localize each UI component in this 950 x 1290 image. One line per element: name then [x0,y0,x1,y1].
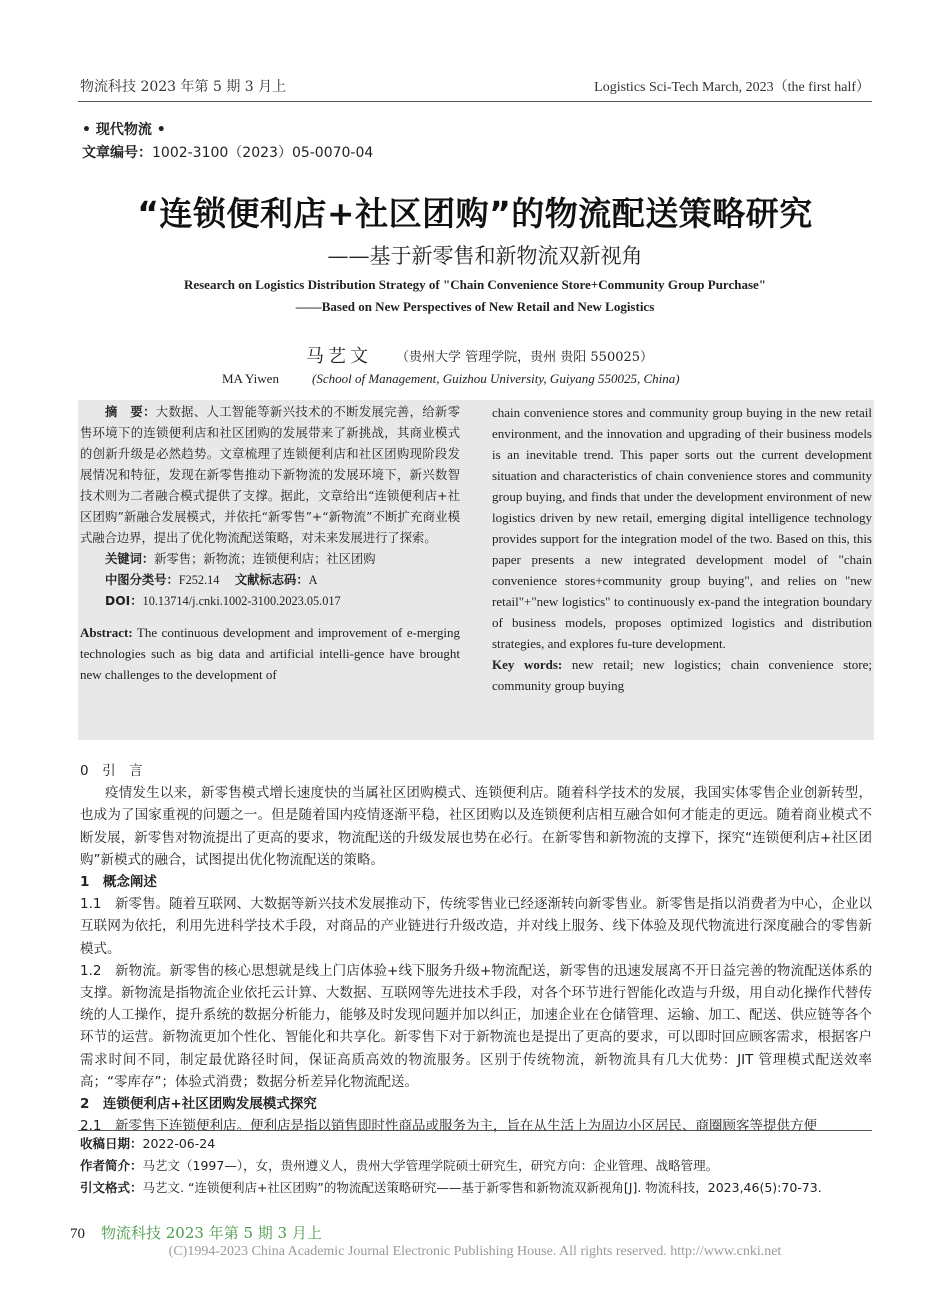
abstract-left-column [80,402,460,685]
keywords-label: 关键词： [105,552,155,566]
footnote-divider [78,1130,872,1131]
keywords-cn [80,549,460,570]
key-words-text: new retail; new logistics; chain convenience store; community group buying [492,657,872,693]
title-cn: “连锁便利店+社区团购”的物流配送策略研究 [137,194,813,233]
abstract-en-left-text: The continuous development and improvement of e-merging technologies such as big data and artificial intelli-gence have brought new challenges to the development of [80,625,461,682]
doi-label: DOI： [105,594,143,608]
column-label: • 现代物流 • [82,122,166,138]
section-0-heading: 0 引 言 [80,763,143,779]
running-header-right: Logistics Sci-Tech March, 2023（the first half） [594,80,870,95]
author-en: MA Yiwen [222,371,279,386]
footnotes [80,1133,872,1199]
abstract-cn-text: 大数据、人工智能等新兴技术的不断发展完善，给新零售环境下的连锁便利店和社区团购的发展带来了新挑战，其商业模式的创新升级是必然趋势。文章梳理了连锁便利店和社区团购现阶段发展情况和特征，发现在新零售推动下新物流的发展环境下，新兴数智技术则为二者融合模式提供了支撑。据此，文章给出“连锁便利店+社区团购”新融合发展模式，并依托“新零售”+“新物流”不断扩充商业模式融合边界，提出了优化物流配送策略，对未来发展进行了探索。 [80,405,460,545]
footer-journal: 物流科技 2023 年第 5 期 3 月上 [101,1224,322,1242]
body-text [80,760,872,1137]
title-en: Research on Logistics Distribution Strategy of "Chain Convenience Store+Community Group Purchase" [183,277,767,292]
bio-label: 作者简介： [80,1158,143,1173]
affiliation-cn: （贵州大学 管理学院，贵州 贵阳 550025） [396,350,654,365]
section-1-1-paragraph: 1.1 新零售。随着互联网、大数据等新兴技术发展推动下，传统零售业已经逐渐转向新零售业。新零售是指以消费者为中心，企业以互联网为依托，利用先进科学技术手段，对商品的产业链进行升级改造，并对线上服务、线下体验及现代物流进行深度融合的零售新模式。 [80,896,872,957]
author-bio [80,1155,872,1177]
abstract-cn-label: 摘 要： [105,405,156,419]
subtitle-en: ——Based on New Perspectives of New Retail and New Logistics [295,299,655,314]
article-number-label: 文章编号： [82,145,152,161]
abstract-en-right-text: chain convenience stores and community group buying in the new retail environment, and the innovation and upgrading of their business models is an inevitable trend. This paper sorts out the current development situation and characteristics of chain convenience stores and community group buying, and finds that under the development environment of new logistics driven by new retail, emerging digital intelligence technology provides support for the integration model of the two. Based on this, this paper presents a new integrated development model of "chain convenience stores+community group buying", and relies on "new retail"+"new logistics" to continuously ex-pand the integration boundary of business models, proposes optimized logistics and distribution strategies, and explores fu-ture development. [492,405,872,651]
article-number-value: 1002-3100（2023）05-0070-04 [152,145,374,161]
abstract-en-label: Abstract: [80,625,133,640]
doi-line [80,591,460,612]
article-number [82,142,373,162]
doi-value: 10.13714/j.cnki.1002-3100.2023.05.017 [142,594,341,608]
cite-label: 引文格式： [80,1180,143,1195]
section-1-2-paragraph: 1.2 新物流。新零售的核心思想就是线上门店体验+线下服务升级+物流配送，新零售的迅速发展离不开日益完善的物流配送体系的支撑。新物流是指物流企业依托云计算、大数据、互联网等先进技术手段，对各个环节进行智能化改造与升级，用自动化操作代替传统的人工操作，提升系统的数据分析能力，能够及时发现问题并加以纠正，加速企业在仓储管理、运输、加工、配送、供应链等各个环节的运营。新物流更加个性化、智能化和共享化。新零售下对于新物流也是提出了更高的要求，可以即时回应顾客需求，根据客户需求时间不同，制定最优路径时间，保证高质高效的物流服务。区别于传统物流，新物流具有几大优势：JIT 管理模式配送效率高；“零库存”；体验式消费；数据分析差异化物流配送。 [80,962,872,1090]
page-number: 70 [70,1226,85,1242]
received-label: 收稿日期： [80,1136,143,1151]
abstract-en-start [80,622,460,685]
abstract-right-column [492,402,872,696]
received-value: 2022-06-24 [142,1136,216,1151]
section-2-1-paragraph: 2.1 新零售下连锁便利店。便利店是指以销售即时性商品或服务为主，旨在从生活上为周边小区居民、商圈顾客等提供方便 [80,1118,817,1135]
header-divider [78,101,872,102]
doc-code-label: 文献标志码： [234,573,309,587]
page-footer [70,1222,322,1243]
section-1-heading: 1 概念阐述 [80,874,157,891]
running-header-left: 物流科技 2023 年第 5 期 3 月上 [80,79,287,95]
doc-code-value: A [308,573,318,587]
author-cn: 马艺文 [306,346,372,367]
copyright-notice: (C)1994-2023 China Academic Journal Electronic Publishing House. All rights reserved. http://www.cnki.net [168,1244,782,1259]
section-2-heading: 2 连锁便利店+社区团购发展模式探究 [80,1096,317,1113]
clc-label: 中图分类号： [105,573,179,587]
citation [80,1177,872,1199]
key-words-en [492,654,872,696]
section-0-paragraph: 疫情发生以来，新零售模式增长速度快的当属社区团购模式、连锁便利店。随着科学技术的发展，我国实体零售企业创新转型，也成为了国家重视的问题之一。但是随着国内疫情逐渐平稳，社区团购以及连锁便利店相互融合如何才能走的更远。随着商业模式不断发展，新零售对物流提出了更高的要求，物流配送的升级发展也势在必行。在新零售和新物流的支撑下，探究“连锁便利店+社区团购”新模式的融合，试图提出优化物流配送的策略。 [80,785,872,868]
cite-value: 马艺文. “连锁便利店+社区团购”的物流配送策略研究——基于新零售和新物流双新视角[J]. 物流科技，2023,46(5):70-73. [142,1180,822,1195]
key-words-label: Key words: [492,657,563,672]
classification-line [80,570,460,591]
keywords-text: 新零售；新物流；连锁便利店；社区团购 [154,552,376,566]
affiliation-en: (School of Management, Guizhou University, Guiyang 550025, China) [312,371,680,386]
bio-value: 马艺文（1997—），女，贵州遵义人，贵州大学管理学院硕士研究生，研究方向：企业管理、战略管理。 [142,1158,719,1173]
received-date [80,1133,872,1155]
subtitle-cn: ——基于新零售和新物流双新视角 [327,244,643,268]
abstract-cn [80,402,460,549]
clc-value: F252.14 [178,573,220,587]
